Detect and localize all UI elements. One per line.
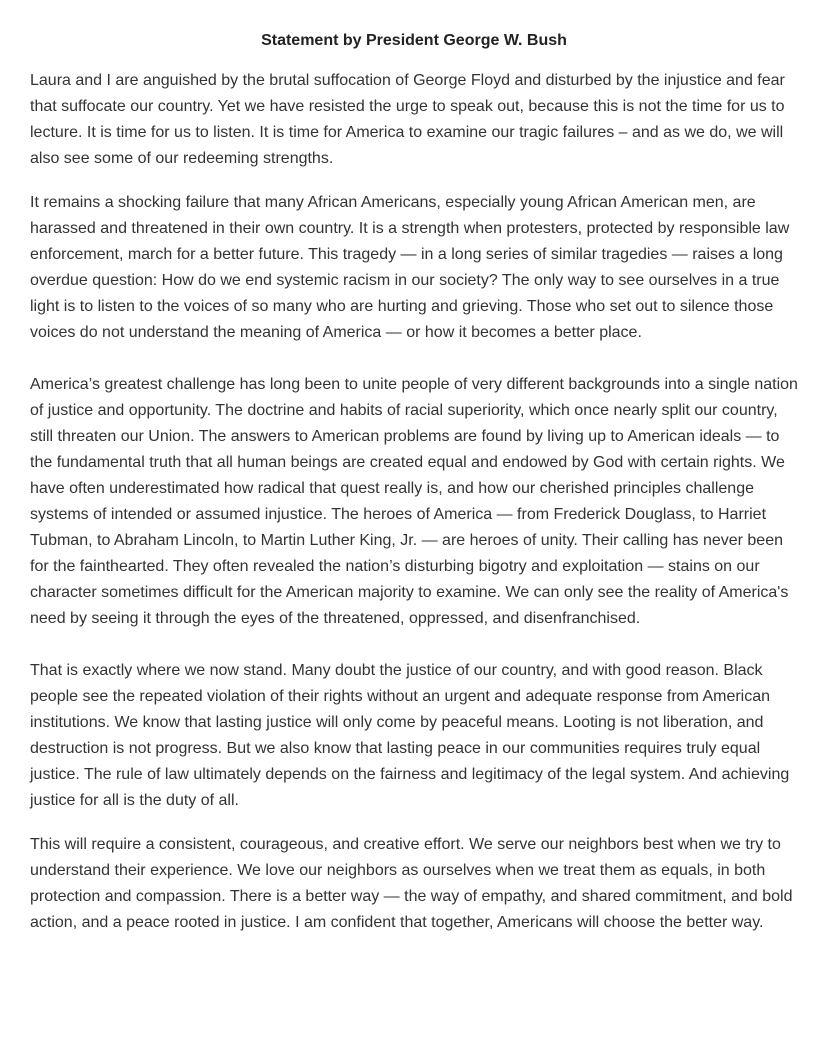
paragraph-2: It remains a shocking failure that many African Americans, especially young African American men, are harassed and threatened in their own country. It is a strength when protesters, protected by responsible law enforcement, march for a better future. This tragedy — in a long series of similar tragedies — raises a long overdue question: How do we end systemic racism in our society? The only way to see ourselves in a true light is to listen to the voices of so many who are hurting and grieving. Those who set out to silence those voices do not understand the meaning of America — or how it becomes a better place. xyxy=(30,194,790,341)
paragraph-3: America’s greatest challenge has long been to unite people of very different backgrounds into a single nation of justice and opportunity. The doctrine and habits of racial superiority, which once nearly split our country, still threaten our Union. The answers to American problems are found by living up to American ideals — to the fundamental truth that all human beings are created equal and endowed by God with certain rights. We have often underestimated how radical that quest really is, and how our cherished principles challenge systems of intended or assumed injustice. The heroes of America — from Frederick Douglass, to Harriet Tubman, to Abraham Lincoln, to Martin Luther King, Jr. — are heroes of unity. Their calling has never been for the fainthearted. They often revealed the nation’s disturbing bigotry and exploitation — stains on our character sometimes difficult for the American majority to examine. We can only see the reality of America's need by seeing it through the eyes of the threatened, oppressed, and disenfranchised. xyxy=(30,376,798,627)
statement-title: Statement by President George W. Bush xyxy=(261,32,567,49)
paragraph-5: This will require a consistent, courageous, and creative effort. We serve our neighbors best when we try to understand their experience. We love our neighbors as ourselves when we treat them as equals, in both protection and compassion. There is a better way — the way of empathy, and shared commitment, and bold action, and a peace rooted in justice. I am confident that together, Americans will choose the better way. xyxy=(30,836,793,931)
paragraph-1: Laura and I are anguished by the brutal suffocation of George Floyd and disturbed by the injustice and fear that suffocate our country. Yet we have resisted the urge to speak out, because this is not the time for us to lecture. It is time for us to listen. It is time for America to examine our tragic failures – and as we do, we will also see some of our redeeming strengths. xyxy=(30,72,785,167)
paragraph-4: That is exactly where we now stand. Many doubt the justice of our country, and with good reason. Black people see the repeated violation of their rights without an urgent and adequate response from American institutions. We know that lasting justice will only come by peaceful means. Looting is not liberation, and destruction is not progress. But we also know that lasting peace in our communities requires truly equal justice. The rule of law ultimately depends on the fairness and legitimacy of the legal system. And achieving justice for all is the duty of all. xyxy=(30,662,790,809)
